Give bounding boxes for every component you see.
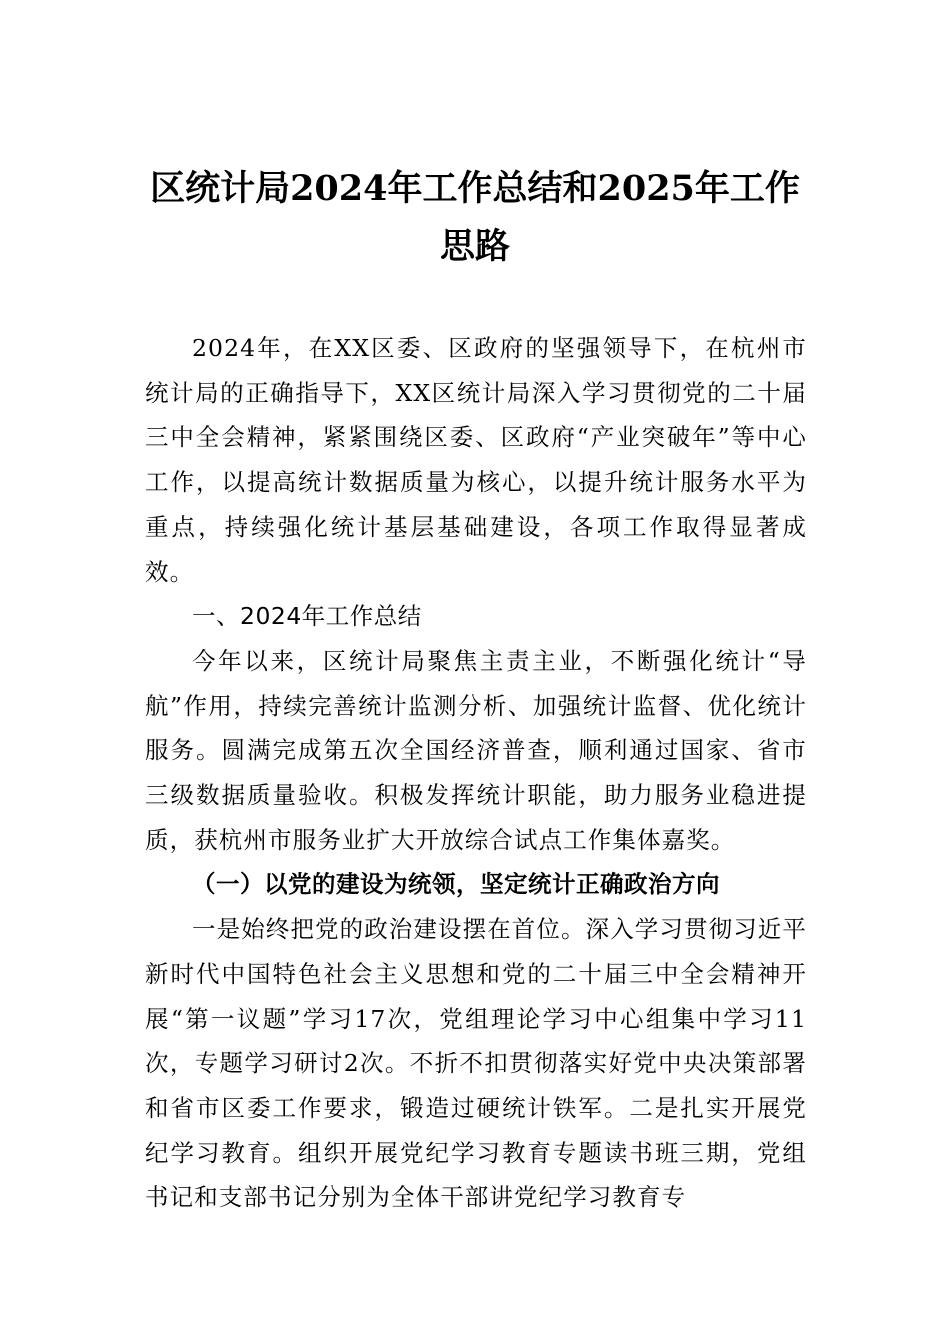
document-body [145, 326, 807, 1220]
party-building-paragraph: 一是始终把党的政治建设摆在首位。深入学习贯彻习近平新时代中国特色社会主义思想和党的二十届三中全会精神开展“第一议题”学习17次，党组理论学习中心组集中学习11次，专题学习研讨2次。不折不扣贯彻落实好党中央决策部署和省市区委工作要求，锻造过硬统计铁军。二是扎实开展党纪学习教育。组织开展党纪学习教育专题读书班三期，党组书记和支部书记分别为全体干部讲党纪学习教育专 [145, 915, 807, 1212]
summary-paragraph: 今年以来，区统计局聚焦主责主业，不断强化统计“导航”作用，持续完善统计监测分析、加强统计监督、优化统计服务。圆满完成第五次全国经济普查，顺利通过国家、省市三级数据质量验收。积极发挥统计职能，助力服务业稳进提质，获杭州市服务业扩大开放综合试点工作集体嘉奖。 [145, 646, 807, 854]
section-heading: 一、2024年工作总结 [192, 602, 422, 631]
subsection-heading: （一）以党的建设为统领，坚定统计正确政治方向 [192, 870, 720, 899]
document-title: 区统计局2024年工作总结和2025年工作思路 [150, 168, 800, 267]
intro-paragraph: 2024年，在XX区委、区政府的坚强领导下，在杭州市统计局的正确指导下，XX区统计局深入学习贯彻党的二十届三中全会精神，紧紧围绕区委、区政府“产业突破年”等中心工作，以提高统计数据质量为核心，以提升统计服务水平为重点，持续强化统计基层基础建设，各项工作取得显著成效。 [145, 334, 807, 586]
